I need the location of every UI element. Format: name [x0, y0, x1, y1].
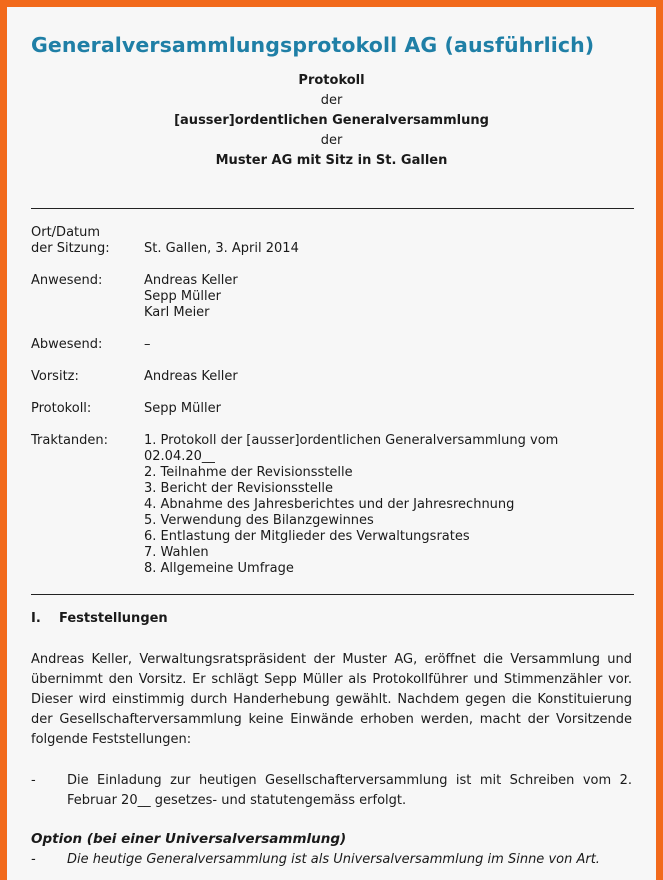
bullet-dash: -	[31, 852, 36, 867]
header-line-der-2: der	[320, 133, 343, 148]
list-item: 7. Wahlen	[144, 545, 209, 560]
header-line-der-1: der	[320, 93, 343, 108]
list-item: 2. Teilnahme der Revisionsstelle	[144, 465, 353, 480]
list-item: Karl Meier	[144, 305, 210, 320]
field-label: Traktanden:	[31, 433, 109, 448]
section-title: Feststellungen	[59, 611, 168, 626]
list-item	[31, 771, 632, 811]
header-line-company: Muster AG mit Sitz in St. Gallen	[215, 153, 448, 168]
field-label: Vorsitz:	[31, 369, 79, 384]
field-value: Andreas Keller	[144, 369, 238, 384]
bullet-dash: -	[31, 773, 36, 788]
bullet-text: Die heutige Generalversammlung ist als Universalversammlung im Sinne von Art.	[67, 852, 600, 867]
list-item: 4. Abnahme des Jahresberichtes und der Jahresrechnung	[144, 497, 515, 512]
divider-top	[31, 208, 634, 209]
option-heading: Option (bei einer Universalversammlung)	[31, 831, 347, 847]
list-item	[31, 850, 632, 870]
field-label: Protokoll:	[31, 401, 92, 416]
list-item: 1. Protokoll der [ausser]ordentlichen Generalversammlung vom	[144, 433, 559, 448]
field-value: Sepp Müller	[144, 401, 221, 416]
divider-bottom	[31, 594, 634, 595]
agenda-list	[144, 433, 558, 577]
bullet-text: Die Einladung zur heutigen Gesellschafterversammlung ist mit Schreiben vom 2. Februar 20__ gesetzes- und statutengemäss erfolgt.	[67, 773, 632, 808]
list-item: 8. Allgemeine Umfrage	[144, 561, 294, 576]
list-item: 3. Bericht der Revisionsstelle	[144, 481, 333, 496]
list-item: 02.04.20__	[144, 449, 215, 464]
field-value: St. Gallen, 3. April 2014	[144, 241, 299, 256]
document-title: Generalversammlungsprotokoll AG (ausführlich)	[31, 33, 595, 57]
list-item: 6. Entlastung der Mitglieder des Verwaltungsrates	[144, 529, 470, 544]
section-heading	[31, 611, 168, 626]
list-item: 5. Verwendung des Bilanzgewinnes	[144, 513, 374, 528]
list-item: Sepp Müller	[144, 289, 221, 304]
field-label: Ort/Datum	[31, 225, 101, 240]
attendee-list	[144, 273, 238, 321]
section-paragraph: Andreas Keller, Verwaltungsratspräsident der Muster AG, eröffnet die Versammlung und übernimmt den Vorsitz. Er schlägt Sepp Müller als Protokollführer und Stimmenzähler vor. Dieser wird einstimmig durch Handerhebung gewählt. Nachdem gegen die Konstituierung der Gesellschafterversammlung keine Einwände erhoben werden, macht der Vorsitzende folgende Feststellungen:	[31, 652, 632, 747]
field-label: der Sitzung:	[31, 241, 110, 256]
field-value: –	[144, 337, 151, 352]
header-line-protokoll: Protokoll	[298, 73, 365, 88]
field-label: Abwesend:	[31, 337, 103, 352]
protocol-header	[7, 71, 656, 171]
field-label: Anwesend:	[31, 273, 103, 288]
document-page	[7, 7, 656, 880]
header-line-meeting-type: [ausser]ordentlichen Generalversammlung	[174, 113, 489, 128]
section-number: I.	[31, 611, 41, 626]
list-item: Andreas Keller	[144, 273, 238, 288]
